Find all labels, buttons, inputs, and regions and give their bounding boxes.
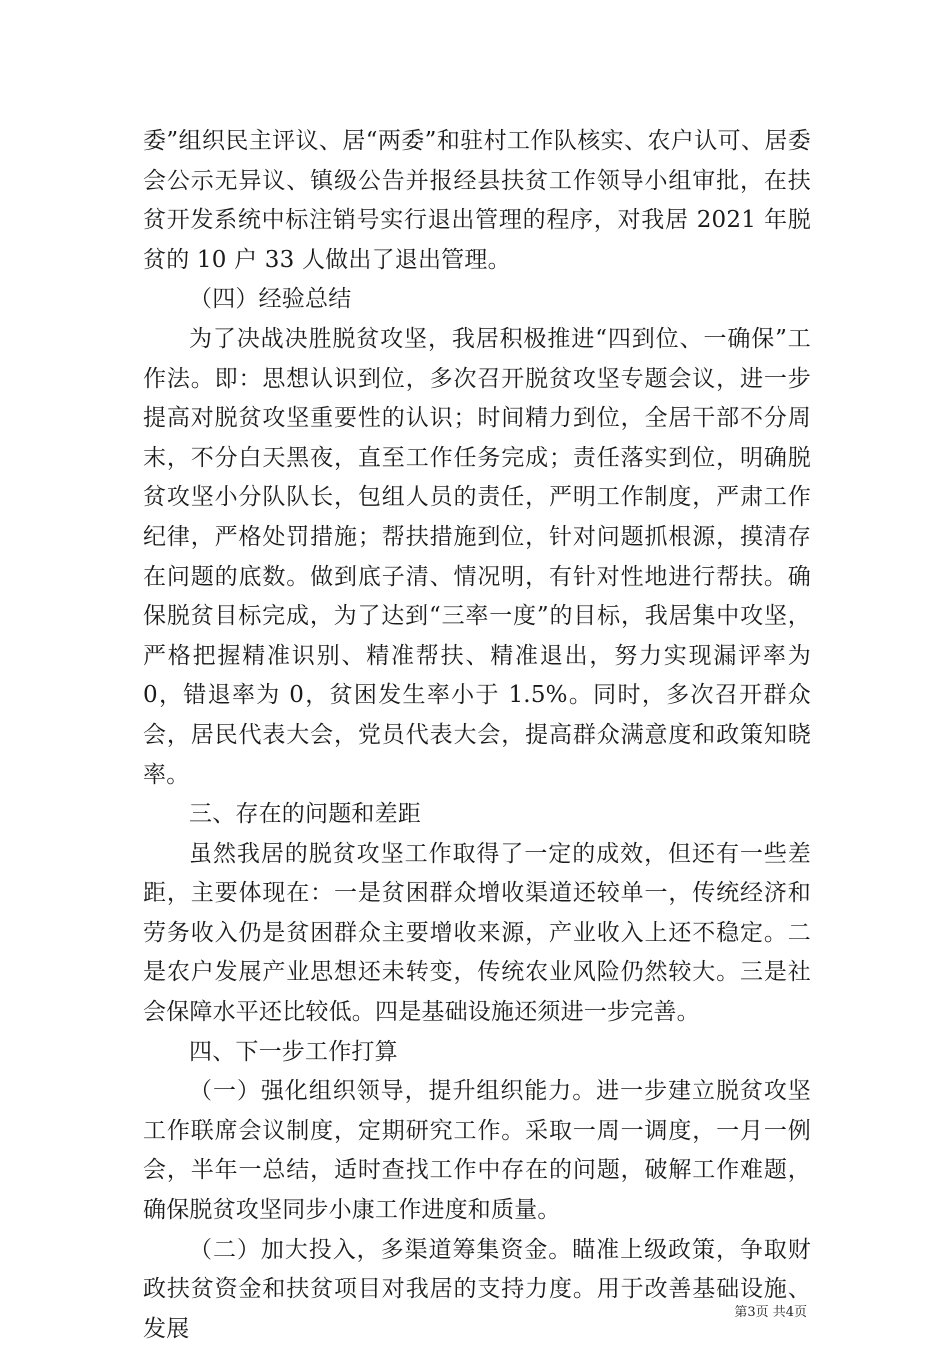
paragraph-experience-summary: 为了决战决胜脱贫攻坚，我居积极推进“四到位、一确保”工作法。即：思想认识到位，多次召开脱贫攻坚专题会议，进一步提高对脱贫攻坚重要性的认识；时间精力到位，全居干部不分周末，不分白天黑夜，直至工作任务完成；责任落实到位，明确脱贫攻坚小分队队长，包组人员的责任，严明工作制度，严肃工作纪律，严格处罚措施；帮扶措施到位，针对问题抓根源，摸清存在问题的底数。做到底子清、情况明，有针对性地进行帮扶。确保脱贫目标完成，为了达到“三率一度”的目标，我居集中攻坚，严格把握精准识别、精准帮扶、精准退出，努力实现漏评率为 0，错退率为 0，贫困发生率小于 1.5%。同时，多次召开群众会，居民代表大会，党员代表大会，提高群众满意度和政策知晓率。	[143, 325, 811, 788]
paragraph-next-steps-2: （二）加大投入，多渠道筹集资金。瞄准上级政策，争取财政扶贫资金和扶贫项目对我居的支持力度。用于改善基础设施、发展	[143, 1236, 811, 1342]
heading-next-steps: 四、下一步工作打算	[189, 1038, 398, 1065]
heading-problems-and-gaps: 三、存在的问题和差距	[189, 801, 421, 828]
paragraph-next-steps-1: （一）强化组织领导，提升组织能力。进一步建立脱贫攻坚工作联席会议制度，定期研究工作。采取一周一调度，一月一例会，半年一总结，适时查找工作中存在的问题，破解工作难题，确保脱贫攻坚同步小康工作进度和质量。	[143, 1078, 811, 1224]
paragraph-problems-and-gaps: 虽然我居的脱贫攻坚工作取得了一定的成效，但还有一些差距，主要体现在：一是贫困群众增收渠道还较单一，传统经济和劳务收入仍是贫困群众主要增收来源，产业收入上还不稳定。二是农户发展产业思想还未转变，传统农业风险仍然较大。三是社会保障水平还比较低。四是基础设施还须进一步完善。	[143, 840, 811, 1026]
paragraph-exit-management: 委”组织民主评议、居“两委”和驻村工作队核实、农户认可、居委会公示无异议、镇级公告并报经县扶贫工作领导小组审批，在扶贫开发系统中标注销号实行退出管理的程序，对我居 2021 年脱贫的 10 户 33 人做出了退出管理。	[143, 128, 811, 273]
document-body	[143, 122, 811, 1349]
page-number-footer: 第3页 共4页	[734, 1305, 807, 1320]
heading-experience-summary: （四）经验总结	[189, 286, 352, 313]
